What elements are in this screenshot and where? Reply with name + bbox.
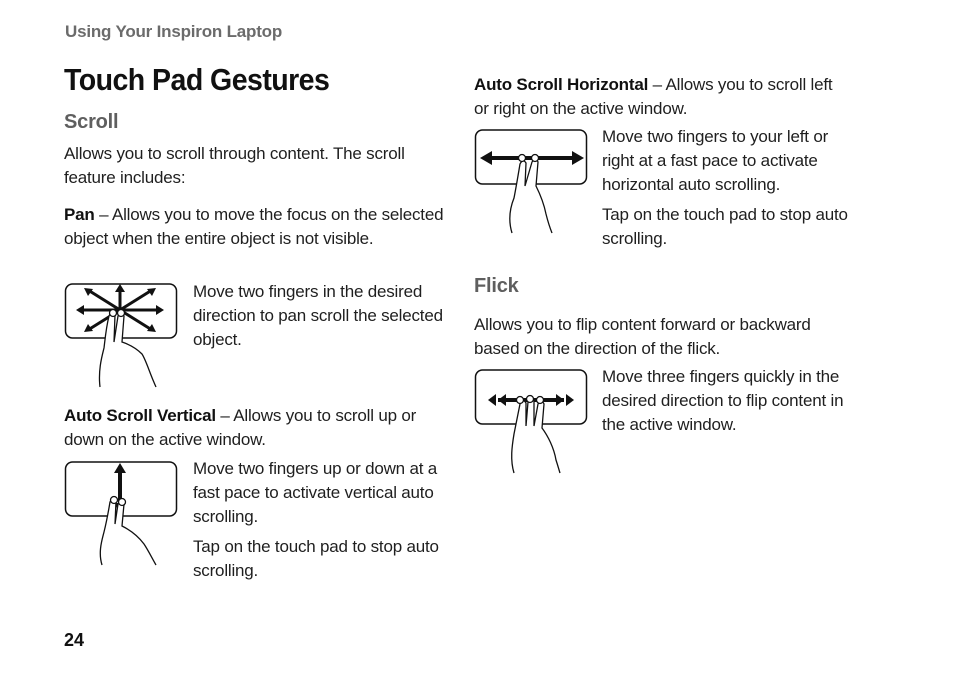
horizontal-instruction: Move two fingers to your left or right at a fast pace to activate horizontal auto scrolling. xyxy=(602,127,829,194)
touchpad-horizontal-scroll-icon xyxy=(474,128,592,236)
vertical-term: Auto Scroll Vertical xyxy=(64,406,216,425)
horizontal-description xyxy=(474,73,844,121)
horizontal-term: Auto Scroll Horizontal xyxy=(474,75,649,94)
page-number: 24 xyxy=(64,630,85,650)
scroll-intro: Allows you to scroll through content. The scroll feature includes: xyxy=(64,144,405,187)
pan-instruction: Move two fingers in the desired direction to pan scroll the selected object. xyxy=(193,282,443,349)
vertical-description xyxy=(64,404,448,452)
running-header: Using Your Inspiron Laptop xyxy=(65,22,283,41)
flick-heading: Flick xyxy=(474,275,519,297)
page-title: Touch Pad Gestures xyxy=(64,62,330,97)
scroll-heading: Scroll xyxy=(64,111,119,133)
touchpad-vertical-scroll-icon xyxy=(64,460,182,568)
horizontal-desc: – Allows you to scroll left or right on the active window. xyxy=(474,75,833,118)
flick-intro: Allows you to flip content forward or backward based on the direction of the flick. xyxy=(474,315,811,358)
flick-instruction: Move three fingers quickly in the desired direction to flip content in the active window. xyxy=(602,367,844,434)
vertical-desc: – Allows you to scroll up or down on the active window. xyxy=(64,406,417,449)
touchpad-flick-icon xyxy=(474,368,592,476)
vertical-instruction: Move two fingers up or down at a fast pace to activate vertical auto scrolling. xyxy=(193,459,438,526)
horizontal-stop-note: Tap on the touch pad to stop auto scrolling. xyxy=(602,205,848,248)
touchpad-pan-gesture-icon xyxy=(64,282,182,390)
vertical-stop-note: Tap on the touch pad to stop auto scrolling. xyxy=(193,537,439,580)
pan-term: Pan xyxy=(64,205,95,224)
pan-description xyxy=(64,203,444,251)
pan-desc: – Allows you to move the focus on the selected object when the entire object is not visible. xyxy=(64,205,444,248)
